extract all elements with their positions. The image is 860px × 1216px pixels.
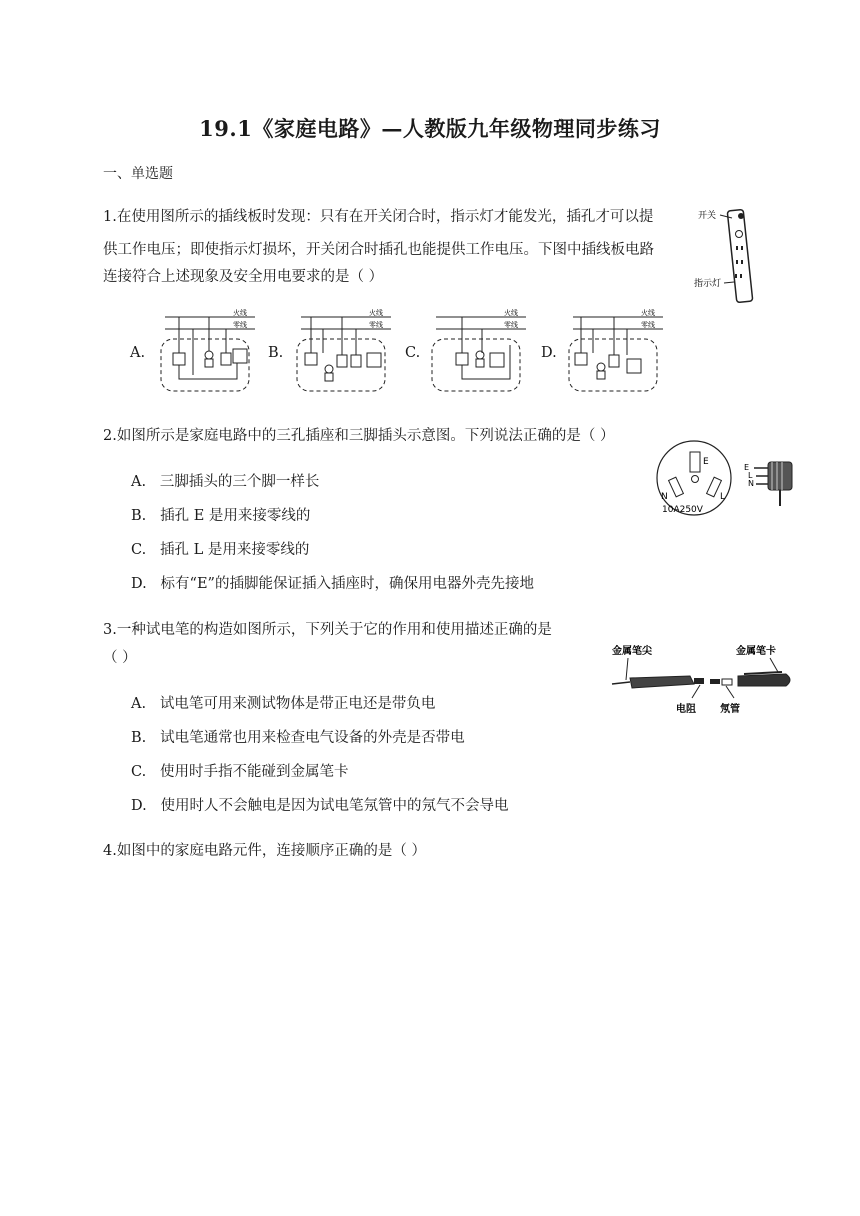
q2-option-a-text: 三脚插头的三个脚一样长 [159, 474, 320, 490]
q1-option-a: A. [130, 345, 146, 361]
svg-text:N: N [748, 479, 754, 488]
q3-option-d [131, 794, 509, 815]
q2-option-d [131, 572, 534, 593]
q3-option-d-text: 使用时人不会触电是因为试电笔氖管中的氖气不会导电 [160, 798, 509, 814]
page-title: 19.1《家庭电路》—人教版九年级物理同步练习 [199, 116, 661, 141]
q3-option-c-label: C. [131, 764, 147, 780]
q2-option-b-label: B. [131, 508, 147, 524]
socket-plug-figure [650, 440, 800, 520]
q3-option-c [131, 760, 349, 781]
svg-text:零线: 零线 [504, 321, 518, 329]
svg-text:零线: 零线 [233, 321, 247, 329]
q2-stem: 2.如图所示是家庭电路中的三孔插座和三脚插头示意图。下列说法正确的是（ ） [103, 428, 615, 444]
circuit-diagram-d [565, 305, 675, 397]
q1-line-1: 1.在使用图所示的插线板时发现：只有在开关闭合时，指示灯才能发光，插孔才可以提 [103, 209, 654, 225]
q3-option-d-label: D. [131, 798, 147, 814]
power-strip-figure [690, 200, 770, 310]
q3-option-a [131, 692, 435, 713]
svg-text:E: E [744, 463, 750, 472]
q3-option-c-text: 使用时手指不能碰到金属笔卡 [160, 764, 349, 780]
q3-option-a-label: A. [131, 696, 147, 712]
q4-stem: 4.如图中的家庭电路元件，连接顺序正确的是（ ） [103, 843, 426, 859]
q3-option-b-text: 试电笔通常也用来检查电气设备的外壳是否带电 [160, 730, 465, 746]
circuit-diagram-a [157, 305, 267, 397]
q2-option-d-text: 标有“E”的插脚能保证插入插座时，确保用电器外壳先接地 [160, 576, 534, 592]
q3-line-1: 3.一种试电笔的构造如图所示，下列关于它的作用和使用描述正确的是 [103, 622, 552, 638]
svg-text:零线: 零线 [641, 321, 655, 329]
q3-option-b [131, 726, 465, 747]
svg-text:氖管: 氖管 [720, 704, 740, 715]
q2-option-a [131, 470, 319, 491]
svg-text:金属笔卡: 金属笔卡 [736, 646, 776, 657]
svg-text:10A250V: 10A250V [662, 505, 703, 515]
circuit-diagram-b [293, 305, 403, 397]
q2-option-d-label: D. [131, 576, 147, 592]
q1-line-2: 供工作电压；即使指示灯损坏，开关闭合时插孔也能提供工作电压。下图中插线板电路 [103, 242, 654, 258]
svg-text:E: E [703, 457, 709, 467]
q1-option-c: C. [405, 345, 421, 361]
q1-option-d: D. [541, 345, 557, 361]
q2-option-c-text: 插孔 L 是用来接零线的 [160, 542, 310, 558]
indicator-label: 指示灯 [694, 279, 722, 289]
q1-option-b: B. [268, 345, 284, 361]
svg-text:火线: 火线 [369, 309, 383, 317]
svg-text:金属笔尖: 金属笔尖 [612, 646, 652, 657]
svg-text:L: L [720, 492, 726, 502]
section-heading: 一、单选题 [103, 166, 173, 182]
q2-option-a-label: A. [131, 474, 147, 490]
q2-option-c [131, 538, 309, 559]
svg-text:火线: 火线 [504, 309, 518, 317]
circuit-diagram-c [428, 305, 538, 397]
q3-option-b-label: B. [131, 730, 147, 746]
test-pen-figure [610, 640, 800, 720]
svg-text:电阻: 电阻 [676, 704, 696, 715]
q2-option-b-text: 插孔 E 是用来接零线的 [160, 508, 311, 524]
switch-label: 开关 [698, 211, 717, 221]
svg-text:零线: 零线 [369, 321, 383, 329]
q2-option-c-label: C. [131, 542, 147, 558]
q1-line-3: 连接符合上述现象及安全用电要求的是（ ） [103, 269, 384, 285]
q2-option-b [131, 504, 310, 525]
svg-text:火线: 火线 [641, 309, 655, 317]
q3-line-2: （ ） [103, 650, 137, 666]
svg-text:N: N [661, 492, 668, 502]
q3-option-a-text: 试电笔可用来测试物体是带正电还是带负电 [159, 696, 436, 712]
svg-text:火线: 火线 [233, 309, 247, 317]
svg-text:L: L [748, 471, 753, 480]
